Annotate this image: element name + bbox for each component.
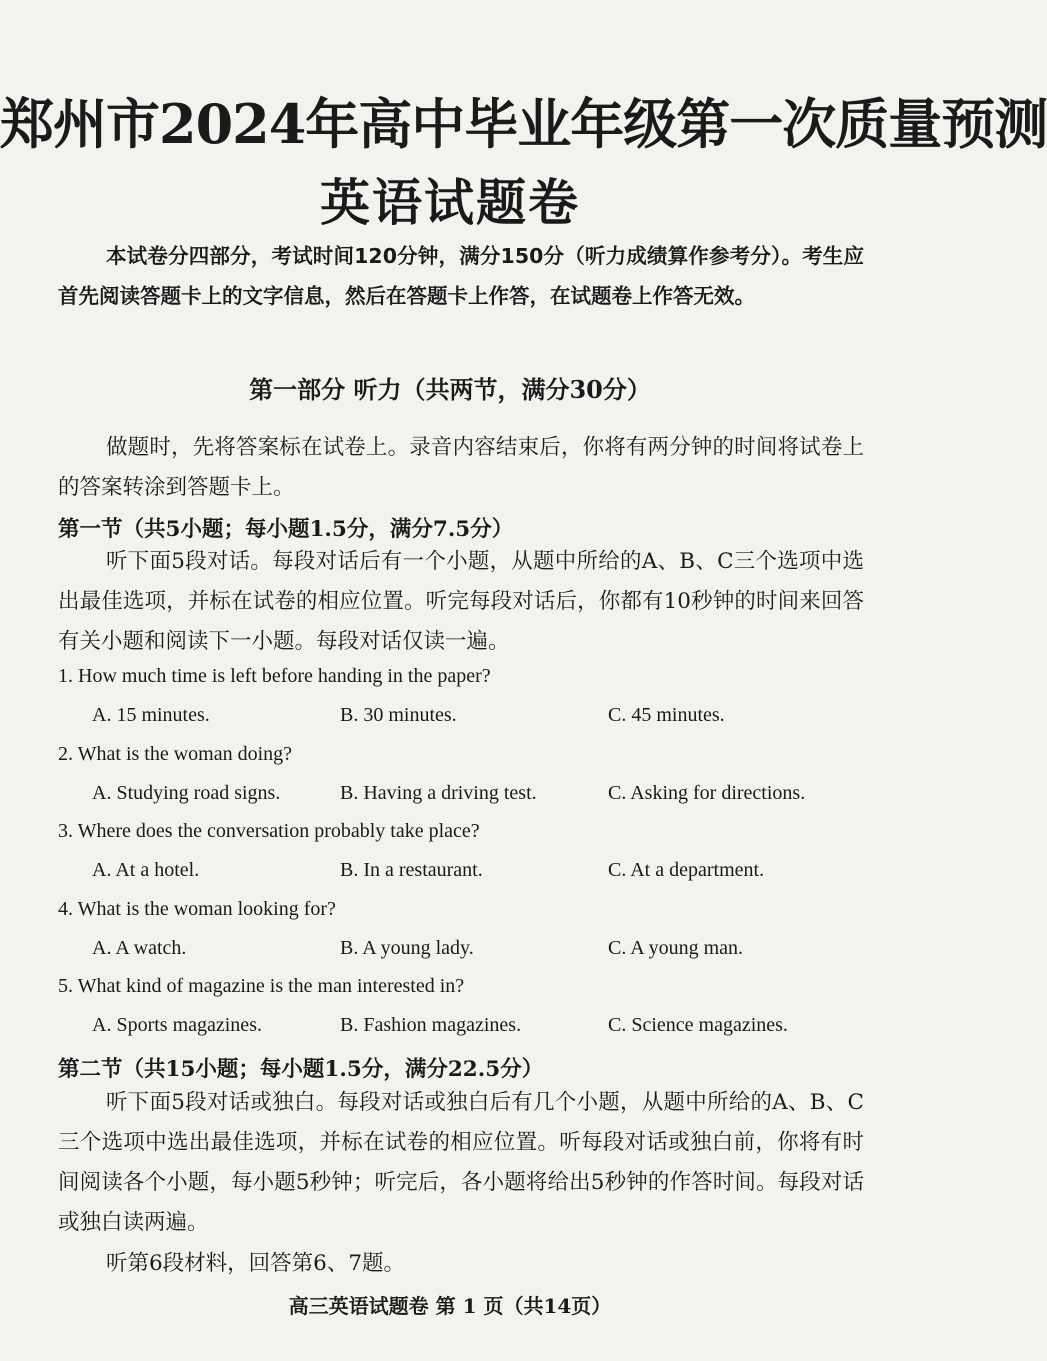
part1-heading: 第一部分 听力（共两节，满分30分）: [249, 375, 651, 404]
q2-option-a: A. Studying road signs.: [92, 782, 281, 804]
question-3: 3. Where does the conversation probably take place?: [58, 820, 480, 842]
q3-option-a: A. At a hotel.: [92, 859, 200, 881]
question-1: 1. How much time is left before handing in the paper?: [58, 665, 491, 687]
q4-option-b: B. A young lady.: [340, 937, 474, 959]
q4-option-c: C. A young man.: [608, 937, 744, 959]
section2-heading: 第二节（共15小题；每小题1.5分，满分22.5分）: [58, 1057, 544, 1082]
q5-option-b: B. Fashion magazines.: [340, 1014, 522, 1036]
part1-instruction: 做题时，先将答案标在试卷上。录音内容结束后，你将有两分钟的时间将试卷上的答案转涂到答题卡上。: [58, 435, 864, 500]
material-note: 听第6段材料，回答第6、7题。: [106, 1251, 406, 1276]
question-5: 5. What kind of magazine is the man interested in?: [58, 975, 465, 997]
q2-option-b: B. Having a driving test.: [340, 782, 537, 804]
q3-option-c: C. At a department.: [608, 859, 765, 881]
question-4: 4. What is the woman looking for?: [58, 898, 336, 920]
q2-option-c: C. Asking for directions.: [608, 782, 806, 804]
q5-option-a: A. Sports magazines.: [92, 1014, 262, 1036]
q4-option-a: A. A watch.: [92, 937, 187, 959]
exam-subtitle: 英语试题卷: [320, 173, 580, 232]
q5-option-c: C. Science magazines.: [608, 1014, 788, 1036]
exam-title: 郑州市2024年高中毕业年级第一次质量预测: [0, 92, 1047, 156]
section1-instruction: 听下面5段对话。每段对话后有一个小题，从题中所给的A、B、C三个选项中选出最佳选项，并标在试卷的相应位置。听完每段对话后，你都有10秒钟的时间来回答有关小题和阅读下一小题。每段对话仅读一遍。: [58, 549, 864, 654]
q1-option-c: C. 45 minutes.: [608, 704, 725, 726]
q1-option-b: B. 30 minutes.: [340, 704, 457, 726]
exam-instructions: 本试卷分四部分，考试时间120分钟，满分150分（听力成绩算作参考分）。考生应首先阅读答题卡上的文字信息，然后在答题卡上作答，在试题卷上作答无效。: [58, 244, 864, 308]
question-2: 2. What is the woman doing?: [58, 743, 293, 765]
page-footer: 高三英语试题卷 第 1 页（共14页）: [288, 1294, 612, 1318]
section2-instruction: 听下面5段对话或独白。每段对话或独白后有几个小题，从题中所给的A、B、C三个选项中选出最佳选项，并标在试卷的相应位置。听每段对话或独白前，你将有时间阅读各个小题，每小题5秒钟；听完后，各小题将给出5秒钟的作答时间。每段对话或独白读两遍。: [58, 1090, 864, 1235]
q1-option-a: A. 15 minutes.: [92, 704, 210, 726]
q3-option-b: B. In a restaurant.: [340, 859, 483, 881]
section1-heading: 第一节（共5小题；每小题1.5分，满分7.5分）: [58, 517, 514, 542]
